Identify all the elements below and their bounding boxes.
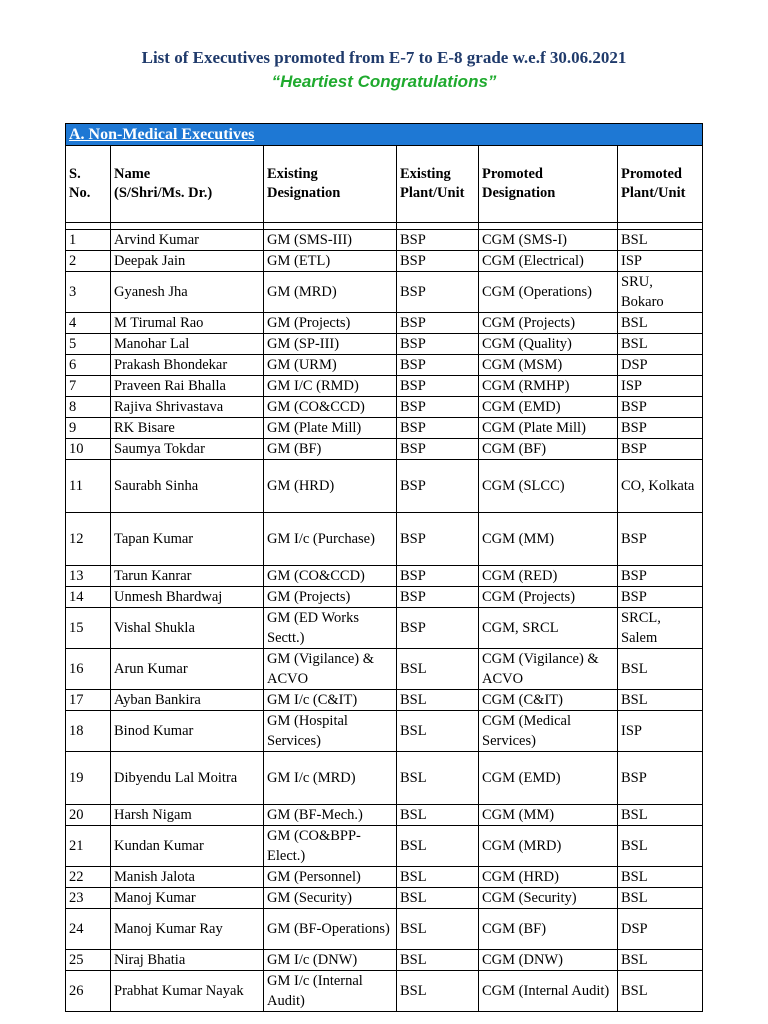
cell-name: Praveen Rai Bhalla [111,376,264,397]
cell-existing-designation: GM I/c (MRD) [264,752,397,805]
header-promoted-designation: Promoted Designation [479,146,618,223]
cell-name: RK Bisare [111,418,264,439]
cell-sno: 2 [66,251,111,272]
cell-promoted-plant: BSL [618,888,703,909]
cell-promoted-designation: CGM (SLCC) [479,460,618,513]
table-row [66,690,703,711]
cell-sno: 3 [66,272,111,313]
cell-existing-designation: GM (SP-III) [264,334,397,355]
cell-name: Prabhat Kumar Nayak [111,971,264,1012]
cell-promoted-plant: SRU, Bokaro [618,272,703,313]
table-row [66,376,703,397]
cell-name: Saurabh Sinha [111,460,264,513]
cell-sno: 12 [66,513,111,566]
header-sno: S. No. [66,146,111,223]
table-row [66,355,703,376]
cell-sno: 17 [66,690,111,711]
cell-name: Rajiva Shrivastava [111,397,264,418]
cell-name: Manohar Lal [111,334,264,355]
cell-promoted-plant: SRCL, Salem [618,608,703,649]
cell-promoted-designation: CGM (MM) [479,513,618,566]
cell-existing-plant: BSP [397,230,479,251]
table-row [66,397,703,418]
cell-promoted-plant: ISP [618,376,703,397]
cell-existing-designation: GM (BF-Operations) [264,909,397,950]
cell-sno: 13 [66,566,111,587]
table-row [66,711,703,752]
cell-existing-designation: GM (MRD) [264,272,397,313]
table-row [66,272,703,313]
cell-existing-designation: GM I/c (C&IT) [264,690,397,711]
cell-name: Kundan Kumar [111,826,264,867]
cell-existing-designation: GM (URM) [264,355,397,376]
cell-promoted-designation: CGM (SMS-I) [479,230,618,251]
cell-promoted-plant: BSP [618,418,703,439]
cell-existing-designation: GM (SMS-III) [264,230,397,251]
cell-sno: 24 [66,909,111,950]
cell-existing-plant: BSP [397,397,479,418]
cell-promoted-designation: CGM (RED) [479,566,618,587]
table-row [66,950,703,971]
table-row [66,888,703,909]
cell-name: Gyanesh Jha [111,272,264,313]
cell-name: Tapan Kumar [111,513,264,566]
cell-promoted-plant: BSL [618,313,703,334]
cell-sno: 25 [66,950,111,971]
cell-name: Manish Jalota [111,867,264,888]
table-row [66,909,703,950]
table-row [66,867,703,888]
cell-promoted-designation: CGM (Internal Audit) [479,971,618,1012]
section-header-row [66,124,703,146]
cell-sno: 23 [66,888,111,909]
cell-existing-designation: GM (Security) [264,888,397,909]
cell-promoted-plant: BSL [618,230,703,251]
cell-name: Manoj Kumar Ray [111,909,264,950]
table-row [66,439,703,460]
cell-sno: 4 [66,313,111,334]
cell-promoted-designation: CGM (Vigilance) & ACVO [479,649,618,690]
cell-promoted-plant: ISP [618,711,703,752]
table-row [66,971,703,1012]
cell-promoted-plant: BSP [618,587,703,608]
cell-promoted-designation: CGM (HRD) [479,867,618,888]
cell-existing-plant: BSL [397,649,479,690]
cell-existing-designation: GM (Personnel) [264,867,397,888]
cell-existing-plant: BSP [397,418,479,439]
cell-promoted-designation: CGM (MSM) [479,355,618,376]
cell-promoted-plant: DSP [618,909,703,950]
cell-sno: 7 [66,376,111,397]
cell-existing-designation: GM (ED Works Sectt.) [264,608,397,649]
cell-existing-designation: GM (CO&CCD) [264,566,397,587]
cell-existing-plant: BSL [397,805,479,826]
cell-promoted-designation: CGM (MRD) [479,826,618,867]
cell-promoted-designation: CGM (Projects) [479,587,618,608]
cell-promoted-plant: BSL [618,950,703,971]
cell-promoted-designation: CGM (BF) [479,909,618,950]
cell-existing-designation: GM I/c (Purchase) [264,513,397,566]
cell-promoted-designation: CGM (C&IT) [479,690,618,711]
cell-name: Tarun Kanrar [111,566,264,587]
page-title: List of Executives promoted from E-7 to E-8 grade w.e.f 30.06.2021 [141,48,627,67]
cell-sno: 16 [66,649,111,690]
table-row [66,251,703,272]
cell-existing-designation: GM (Plate Mill) [264,418,397,439]
cell-existing-plant: BSL [397,950,479,971]
cell-promoted-designation: CGM (Electrical) [479,251,618,272]
cell-existing-plant: BSP [397,513,479,566]
cell-existing-plant: BSP [397,334,479,355]
cell-sno: 6 [66,355,111,376]
cell-existing-plant: BSP [397,251,479,272]
table-row [66,826,703,867]
cell-sno: 11 [66,460,111,513]
page-subtitle: “Heartiest Congratulations” [271,72,497,91]
cell-name: Saumya Tokdar [111,439,264,460]
cell-promoted-designation: CGM, SRCL [479,608,618,649]
table-row [66,587,703,608]
cell-existing-plant: BSP [397,313,479,334]
cell-promoted-plant: BSL [618,334,703,355]
header-promoted-plant: Promoted Plant/Unit [618,146,703,223]
cell-name: M Tirumal Rao [111,313,264,334]
cell-existing-plant: BSP [397,439,479,460]
cell-sno: 20 [66,805,111,826]
cell-existing-designation: GM (Projects) [264,587,397,608]
cell-promoted-plant: BSL [618,971,703,1012]
cell-promoted-plant: BSL [618,867,703,888]
cell-name: Dibyendu Lal Moitra [111,752,264,805]
cell-existing-plant: BSL [397,867,479,888]
cell-existing-designation: GM (BF-Mech.) [264,805,397,826]
cell-promoted-designation: CGM (Medical Services) [479,711,618,752]
cell-sno: 19 [66,752,111,805]
cell-promoted-designation: CGM (Plate Mill) [479,418,618,439]
cell-existing-designation: GM (BF) [264,439,397,460]
table-row [66,313,703,334]
cell-sno: 15 [66,608,111,649]
cell-sno: 14 [66,587,111,608]
cell-name: Prakash Bhondekar [111,355,264,376]
cell-existing-plant: BSP [397,608,479,649]
cell-promoted-plant: BSP [618,566,703,587]
cell-existing-plant: BSP [397,460,479,513]
cell-promoted-plant: CO, Kolkata [618,460,703,513]
header-gap-row [66,223,703,230]
cell-existing-plant: BSP [397,355,479,376]
cell-existing-designation: GM (Projects) [264,313,397,334]
cell-existing-designation: GM I/c (Internal Audit) [264,971,397,1012]
cell-existing-plant: BSL [397,826,479,867]
cell-existing-designation: GM (CO&BPP-Elect.) [264,826,397,867]
cell-promoted-plant: BSP [618,397,703,418]
cell-promoted-designation: CGM (EMD) [479,752,618,805]
table-row [66,805,703,826]
cell-existing-plant: BSL [397,971,479,1012]
cell-promoted-designation: CGM (Operations) [479,272,618,313]
cell-existing-plant: BSP [397,376,479,397]
cell-sno: 22 [66,867,111,888]
cell-existing-designation: GM (ETL) [264,251,397,272]
cell-existing-plant: BSL [397,690,479,711]
cell-existing-designation: GM I/C (RMD) [264,376,397,397]
cell-name: Vishal Shukla [111,608,264,649]
cell-existing-plant: BSL [397,888,479,909]
cell-sno: 21 [66,826,111,867]
cell-sno: 10 [66,439,111,460]
table-row [66,460,703,513]
cell-promoted-plant: BSP [618,513,703,566]
cell-promoted-plant: ISP [618,251,703,272]
header-name: Name (S/Shri/Ms. Dr.) [111,146,264,223]
table-row [66,608,703,649]
cell-promoted-plant: BSP [618,752,703,805]
cell-existing-plant: BSP [397,566,479,587]
cell-promoted-plant: BSL [618,805,703,826]
cell-name: Deepak Jain [111,251,264,272]
cell-sno: 9 [66,418,111,439]
cell-sno: 18 [66,711,111,752]
cell-existing-designation: GM (HRD) [264,460,397,513]
table-row [66,334,703,355]
cell-promoted-plant: BSL [618,649,703,690]
cell-promoted-designation: CGM (RMHP) [479,376,618,397]
cell-name: Unmesh Bhardwaj [111,587,264,608]
cell-sno: 1 [66,230,111,251]
cell-sno: 5 [66,334,111,355]
executives-table [65,123,703,1012]
cell-existing-plant: BSP [397,272,479,313]
cell-promoted-designation: CGM (Projects) [479,313,618,334]
cell-existing-designation: GM (Hospital Services) [264,711,397,752]
header-existing-plant: Existing Plant/Unit [397,146,479,223]
cell-name: Harsh Nigam [111,805,264,826]
cell-promoted-plant: DSP [618,355,703,376]
cell-name: Binod Kumar [111,711,264,752]
cell-promoted-designation: CGM (MM) [479,805,618,826]
cell-name: Ayban Bankira [111,690,264,711]
table-row [66,418,703,439]
cell-promoted-designation: CGM (DNW) [479,950,618,971]
table-row [66,230,703,251]
cell-existing-designation: GM (CO&CCD) [264,397,397,418]
table-row [66,566,703,587]
cell-promoted-designation: CGM (Security) [479,888,618,909]
table-row [66,513,703,566]
cell-existing-plant: BSP [397,587,479,608]
cell-existing-plant: BSL [397,711,479,752]
cell-promoted-plant: BSL [618,826,703,867]
cell-existing-plant: BSL [397,752,479,805]
column-header-row [66,146,703,223]
cell-name: Niraj Bhatia [111,950,264,971]
cell-promoted-plant: BSP [618,439,703,460]
cell-existing-plant: BSL [397,909,479,950]
header-existing-designation: Existing Designation [264,146,397,223]
cell-promoted-designation: CGM (Quality) [479,334,618,355]
table-row [66,649,703,690]
cell-promoted-plant: BSL [618,690,703,711]
table-row [66,752,703,805]
cell-promoted-designation: CGM (BF) [479,439,618,460]
cell-name: Arvind Kumar [111,230,264,251]
cell-sno: 8 [66,397,111,418]
cell-name: Manoj Kumar [111,888,264,909]
cell-existing-designation: GM (Vigilance) & ACVO [264,649,397,690]
cell-promoted-designation: CGM (EMD) [479,397,618,418]
cell-name: Arun Kumar [111,649,264,690]
section-title: A. Non-Medical Executives [66,124,703,146]
cell-existing-designation: GM I/c (DNW) [264,950,397,971]
cell-sno: 26 [66,971,111,1012]
